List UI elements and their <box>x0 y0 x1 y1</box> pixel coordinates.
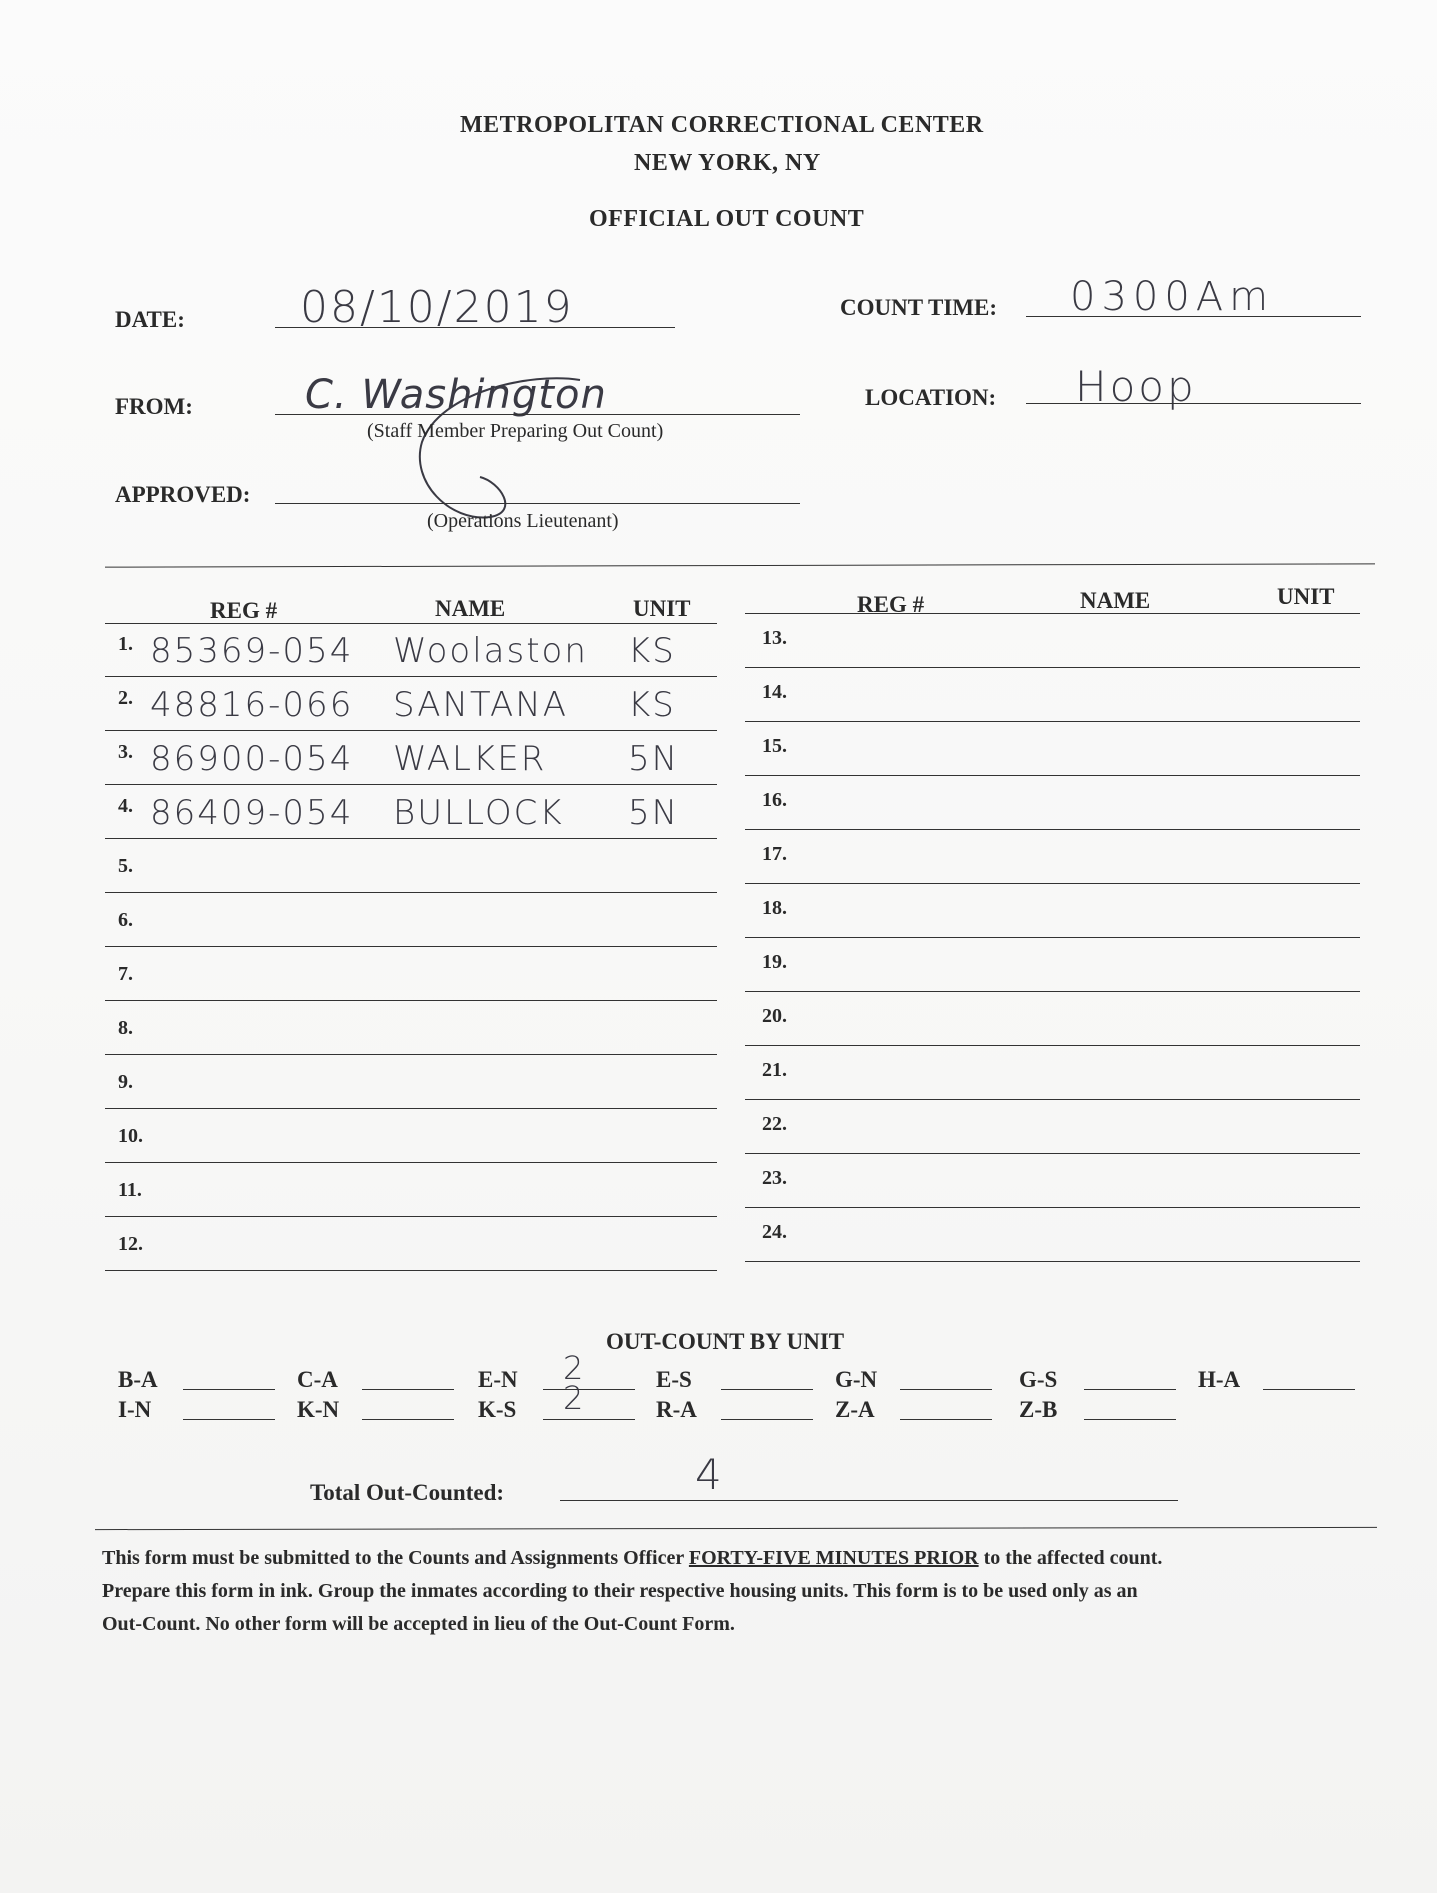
unit-count-underline <box>900 1419 992 1420</box>
header-line1: METROPOLITAN CORRECTIONAL CENTER <box>460 112 984 138</box>
right-row-line <box>745 775 1360 776</box>
unit-label: E-N <box>478 1367 518 1392</box>
left-row-number: 4. <box>118 795 133 817</box>
footer-line1 <box>102 1542 1162 1575</box>
footer-text-part1: This form must be submitted to the Counts and Assignments Officer <box>102 1547 689 1569</box>
unit-count-underline <box>362 1389 454 1390</box>
location-label: LOCATION: <box>865 385 997 410</box>
right-header-underline <box>745 613 1360 614</box>
left-row-name[interactable]: BULLOCK <box>393 793 564 833</box>
left-row-line <box>105 1108 717 1109</box>
date-underline <box>275 327 675 328</box>
unit-label: H-A <box>1198 1367 1241 1392</box>
right-row-number: 18. <box>762 897 787 919</box>
unit-label: G-N <box>835 1367 878 1392</box>
unit-label: K-N <box>297 1397 340 1422</box>
signature-loop <box>410 372 590 532</box>
unit-label: G-S <box>1019 1367 1058 1392</box>
from-underline <box>275 414 800 415</box>
left-row-line <box>105 730 717 731</box>
right-row-line <box>745 667 1360 668</box>
header-line2: NEW YORK, NY <box>634 150 821 176</box>
left-row-name[interactable]: Woolaston <box>393 631 588 671</box>
from-label: FROM: <box>115 394 193 419</box>
right-row-number: 17. <box>762 843 787 865</box>
count-time-underline <box>1026 316 1361 317</box>
unit-count-underline <box>1084 1389 1176 1390</box>
right-row-number: 22. <box>762 1113 787 1135</box>
from-value[interactable]: C. Washington <box>305 372 607 418</box>
left-row-line <box>105 1054 717 1055</box>
right-row-number: 15. <box>762 735 787 757</box>
right-row-number: 13. <box>762 627 787 649</box>
left-unit-header: UNIT <box>633 596 691 621</box>
right-row-line <box>745 1153 1360 1154</box>
approved-caption: (Operations Lieutenant) <box>427 510 619 532</box>
approved-label: APPROVED: <box>115 482 251 507</box>
form-title: OFFICIAL OUT COUNT <box>589 206 865 232</box>
left-row-unit[interactable]: 5N <box>628 739 680 779</box>
footer-line2: Prepare this form in ink. Group the inmates according to their respective housing units. This form is to be used only as an <box>102 1580 1138 1602</box>
left-row-reg[interactable]: 86900-054 <box>150 739 354 779</box>
location-underline <box>1026 403 1361 404</box>
right-row-line <box>745 1045 1360 1046</box>
right-row-line <box>745 721 1360 722</box>
footer-line3: Out-Count. No other form will be accepted in lieu of the Out-Count Form. <box>102 1613 735 1635</box>
left-row-number: 5. <box>118 855 133 877</box>
left-name-header: NAME <box>435 596 506 621</box>
unit-count-underline <box>721 1419 813 1420</box>
unit-label: Z-B <box>1019 1397 1058 1422</box>
left-row-line <box>105 946 717 947</box>
unit-label: E-S <box>656 1367 692 1392</box>
right-row-line <box>745 1261 1360 1262</box>
location-value[interactable]: Hoop <box>1075 362 1197 411</box>
unit-count-value[interactable]: 2 <box>563 1379 586 1417</box>
right-row-line <box>745 991 1360 992</box>
unit-count-underline <box>1084 1419 1176 1420</box>
right-row-line <box>745 1099 1360 1100</box>
left-row-line <box>105 1270 717 1271</box>
footer-text-part2: to the affected count. <box>978 1547 1163 1569</box>
left-row-line <box>105 1216 717 1217</box>
unit-count-underline <box>721 1389 813 1390</box>
right-name-header: NAME <box>1080 588 1151 613</box>
unit-count-underline <box>543 1389 635 1390</box>
footer-emphasis: FORTY-FIVE MINUTES PRIOR <box>688 1547 979 1569</box>
left-header-underline <box>105 623 717 624</box>
section-divider <box>105 563 1375 567</box>
right-row-line <box>745 937 1360 938</box>
left-row-line <box>105 892 717 893</box>
unit-label: I-N <box>118 1397 152 1422</box>
unit-count-underline <box>543 1419 635 1420</box>
left-row-number: 2. <box>118 687 133 709</box>
right-row-number: 23. <box>762 1167 787 1189</box>
left-row-reg[interactable]: 48816-066 <box>150 685 354 725</box>
left-row-number: 7. <box>118 963 133 985</box>
left-row-number: 1. <box>118 633 133 655</box>
unit-label: C-A <box>297 1367 338 1392</box>
total-underline <box>560 1500 1178 1501</box>
total-value[interactable]: 4 <box>695 1450 724 1499</box>
left-row-number: 12. <box>118 1233 143 1255</box>
left-row-line <box>105 784 717 785</box>
left-row-line <box>105 676 717 677</box>
left-row-unit[interactable]: KS <box>628 685 676 725</box>
left-row-reg[interactable]: 86409-054 <box>150 793 354 833</box>
unit-label: K-S <box>478 1397 517 1422</box>
left-row-number: 9. <box>118 1071 133 1093</box>
total-label: Total Out-Counted: <box>310 1480 505 1505</box>
unit-count-underline <box>1263 1389 1355 1390</box>
left-row-number: 8. <box>118 1017 133 1039</box>
right-row-number: 20. <box>762 1005 787 1027</box>
right-row-line <box>745 883 1360 884</box>
left-row-name[interactable]: WALKER <box>393 739 547 779</box>
right-row-number: 14. <box>762 681 787 703</box>
unit-label: Z-A <box>835 1397 875 1422</box>
right-row-number: 16. <box>762 789 787 811</box>
right-row-number: 19. <box>762 951 787 973</box>
left-row-unit[interactable]: 5N <box>628 793 680 833</box>
date-label: DATE: <box>115 307 185 332</box>
left-row-line <box>105 1000 717 1001</box>
out-count-title: OUT-COUNT BY UNIT <box>606 1329 845 1354</box>
date-value[interactable]: 08/10/2019 <box>300 282 574 333</box>
right-row-line <box>745 1207 1360 1208</box>
right-reg-header: REG # <box>857 592 925 617</box>
left-row-line <box>105 838 717 839</box>
right-row-number: 21. <box>762 1059 787 1081</box>
unit-count-value[interactable]: 2 <box>563 1349 586 1387</box>
unit-label: B-A <box>118 1367 158 1392</box>
left-row-number: 11. <box>118 1179 142 1201</box>
right-unit-header: UNIT <box>1277 584 1335 609</box>
approved-underline <box>275 503 800 504</box>
left-reg-header: REG # <box>210 598 278 623</box>
left-row-reg[interactable]: 85369-054 <box>150 631 354 671</box>
left-row-line <box>105 1162 717 1163</box>
left-row-name[interactable]: SANTANA <box>393 685 568 725</box>
left-row-number: 10. <box>118 1125 143 1147</box>
unit-count-underline <box>183 1389 275 1390</box>
footer-divider <box>95 1527 1377 1530</box>
from-caption: (Staff Member Preparing Out Count) <box>367 420 664 442</box>
left-row-number: 3. <box>118 741 133 763</box>
right-row-line <box>745 829 1360 830</box>
unit-count-underline <box>900 1389 992 1390</box>
left-row-unit[interactable]: KS <box>628 631 676 671</box>
right-row-number: 24. <box>762 1221 787 1243</box>
unit-count-underline <box>362 1419 454 1420</box>
unit-count-underline <box>183 1419 275 1420</box>
unit-label: R-A <box>656 1397 697 1422</box>
left-row-number: 6. <box>118 909 133 931</box>
count-time-label: COUNT TIME: <box>840 295 997 320</box>
count-time-value[interactable]: 0300Am <box>1070 274 1275 320</box>
